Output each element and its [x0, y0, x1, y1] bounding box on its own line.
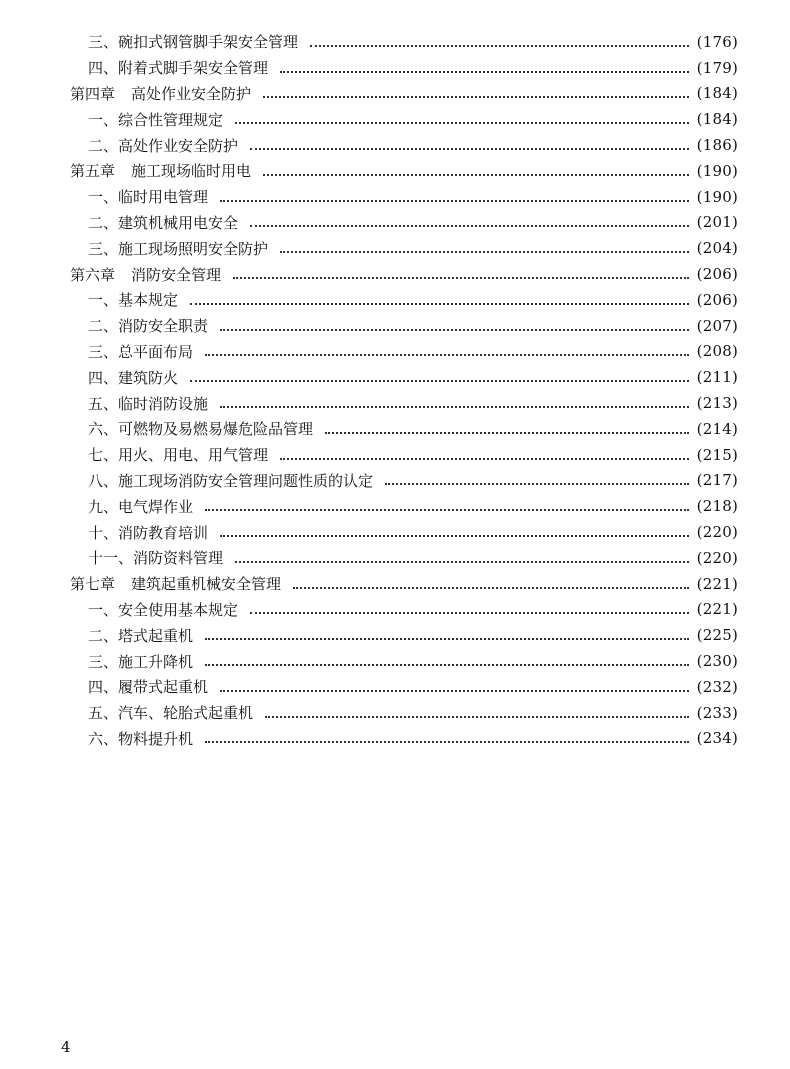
toc-entry-title: 五、临时消防设施	[88, 394, 209, 413]
dot-leader	[205, 638, 689, 640]
toc-page-ref: (213)	[696, 394, 738, 413]
toc-entry-title: 一、临时用电管理	[88, 188, 209, 207]
toc-page-ref: (208)	[696, 342, 738, 361]
toc-page-ref: (186)	[696, 136, 738, 155]
toc-page-ref: (190)	[696, 161, 738, 180]
dot-leader	[205, 741, 689, 743]
dot-leader	[280, 251, 689, 253]
toc-section-row[interactable]	[70, 622, 738, 648]
toc-entry-title: 四、履带式起重机	[88, 678, 209, 697]
toc-page-ref: (206)	[696, 265, 738, 284]
toc-page-ref: (176)	[696, 32, 738, 51]
toc-entry-title: 六、物料提升机	[88, 729, 194, 748]
chapter-title: 消防安全管理	[131, 265, 222, 284]
dot-leader	[250, 225, 689, 227]
toc-page-ref: (211)	[696, 368, 738, 387]
toc-entry-title	[70, 264, 221, 285]
toc-chapter-row[interactable]	[70, 81, 738, 107]
toc-page-ref: (221)	[696, 574, 738, 593]
toc-page-ref: (179)	[696, 58, 738, 77]
dot-leader	[263, 174, 689, 176]
toc-section-row[interactable]	[70, 416, 738, 442]
toc-section-row[interactable]	[70, 184, 738, 210]
toc-section-row[interactable]	[70, 700, 738, 726]
toc-section-row[interactable]	[70, 442, 738, 468]
toc-entry-title: 二、塔式起重机	[88, 626, 194, 645]
toc-entry-title: 十一、消防资料管理	[88, 549, 224, 568]
toc-page-ref: (232)	[696, 677, 738, 696]
toc-page-ref: (221)	[696, 600, 738, 619]
dot-leader	[310, 45, 689, 47]
toc-entry-title: 三、碗扣式钢管脚手架安全管理	[88, 33, 299, 52]
dot-leader	[263, 96, 689, 98]
toc-page-ref: (190)	[696, 187, 738, 206]
toc-page-ref: (217)	[696, 471, 738, 490]
toc-section-row[interactable]	[70, 132, 738, 158]
toc-entry-title: 二、高处作业安全防护	[88, 136, 239, 155]
toc-entry-title: 二、消防安全职责	[88, 317, 209, 336]
toc-chapter-row[interactable]	[70, 158, 738, 184]
toc-entry-title: 八、施工现场消防安全管理问题性质的认定	[88, 471, 374, 490]
toc-entry-title: 三、总平面布局	[88, 342, 194, 361]
table-of-contents	[70, 29, 738, 751]
toc-section-row[interactable]	[70, 364, 738, 390]
toc-page-ref: (220)	[696, 548, 738, 567]
chapter-title: 高处作业安全防护	[131, 84, 252, 103]
toc-entry-title	[70, 160, 251, 181]
dot-leader	[385, 483, 689, 485]
toc-entry-title: 二、建筑机械用电安全	[88, 213, 239, 232]
dot-leader	[205, 664, 689, 666]
dot-leader	[220, 690, 689, 692]
toc-page-ref: (207)	[696, 316, 738, 335]
dot-leader	[293, 587, 689, 589]
toc-entry-title: 七、用火、用电、用气管理	[88, 446, 269, 465]
toc-page-ref: (220)	[696, 523, 738, 542]
toc-page-ref: (234)	[696, 729, 738, 748]
dot-leader	[190, 380, 689, 382]
dot-leader	[250, 148, 689, 150]
dot-leader	[205, 354, 689, 356]
toc-section-row[interactable]	[70, 235, 738, 261]
toc-page-ref: (225)	[696, 626, 738, 645]
dot-leader	[220, 406, 689, 408]
toc-section-row[interactable]	[70, 313, 738, 339]
toc-page-ref: (230)	[696, 652, 738, 671]
toc-page-ref: (201)	[696, 213, 738, 232]
toc-chapter-row[interactable]	[70, 261, 738, 287]
toc-entry-title: 五、汽车、轮胎式起重机	[88, 704, 254, 723]
toc-entry-title: 十、消防教育培训	[88, 523, 209, 542]
toc-entry-title: 三、施工升降机	[88, 652, 194, 671]
toc-entry-title: 九、电气焊作业	[88, 497, 194, 516]
dot-leader	[265, 716, 689, 718]
chapter-title: 施工现场临时用电	[131, 162, 252, 181]
dot-leader	[235, 561, 689, 563]
toc-section-row[interactable]	[70, 545, 738, 571]
toc-chapter-row[interactable]	[70, 571, 738, 597]
toc-section-row[interactable]	[70, 493, 738, 519]
chapter-title: 建筑起重机械安全管理	[131, 575, 282, 594]
toc-section-row[interactable]	[70, 726, 738, 752]
chapter-number: 第四章	[70, 84, 116, 103]
chapter-number: 第七章	[70, 575, 116, 594]
toc-page-ref: (206)	[696, 290, 738, 309]
toc-section-row[interactable]	[70, 287, 738, 313]
page-number: 4	[61, 1038, 71, 1056]
dot-leader	[205, 509, 689, 511]
dot-leader	[250, 612, 689, 614]
dot-leader	[190, 303, 689, 305]
toc-entry-title	[70, 83, 251, 104]
toc-section-row[interactable]	[70, 29, 738, 55]
dot-leader	[325, 432, 689, 434]
chapter-number: 第五章	[70, 162, 116, 181]
toc-page-ref: (218)	[696, 497, 738, 516]
toc-section-row[interactable]	[70, 597, 738, 623]
toc-page-ref: (204)	[696, 239, 738, 258]
toc-page-ref: (214)	[696, 419, 738, 438]
toc-page-ref: (184)	[696, 110, 738, 129]
toc-entry-title: 一、基本规定	[88, 291, 179, 310]
toc-section-row[interactable]	[70, 339, 738, 365]
dot-leader	[280, 71, 689, 73]
toc-section-row[interactable]	[70, 210, 738, 236]
toc-entry-title: 三、施工现场照明安全防护	[88, 239, 269, 258]
toc-page-ref: (215)	[696, 445, 738, 464]
toc-entry-title: 一、安全使用基本规定	[88, 600, 239, 619]
dot-leader	[280, 458, 689, 460]
toc-entry-title: 四、附着式脚手架安全管理	[88, 59, 269, 78]
toc-page-ref: (184)	[696, 84, 738, 103]
chapter-number: 第六章	[70, 265, 116, 284]
toc-section-row[interactable]	[70, 55, 738, 81]
dot-leader	[233, 277, 689, 279]
toc-page-ref: (233)	[696, 703, 738, 722]
toc-section-row[interactable]	[70, 106, 738, 132]
toc-entry-title: 四、建筑防火	[88, 368, 179, 387]
dot-leader	[220, 200, 689, 202]
dot-leader	[220, 535, 689, 537]
toc-entry-title: 六、可燃物及易燃易爆危险品管理	[88, 420, 314, 439]
toc-section-row[interactable]	[70, 519, 738, 545]
toc-entry-title	[70, 573, 281, 594]
toc-section-row[interactable]	[70, 468, 738, 494]
toc-section-row[interactable]	[70, 674, 738, 700]
toc-section-row[interactable]	[70, 648, 738, 674]
toc-section-row[interactable]	[70, 390, 738, 416]
dot-leader	[235, 122, 689, 124]
toc-entry-title: 一、综合性管理规定	[88, 110, 224, 129]
dot-leader	[220, 329, 689, 331]
